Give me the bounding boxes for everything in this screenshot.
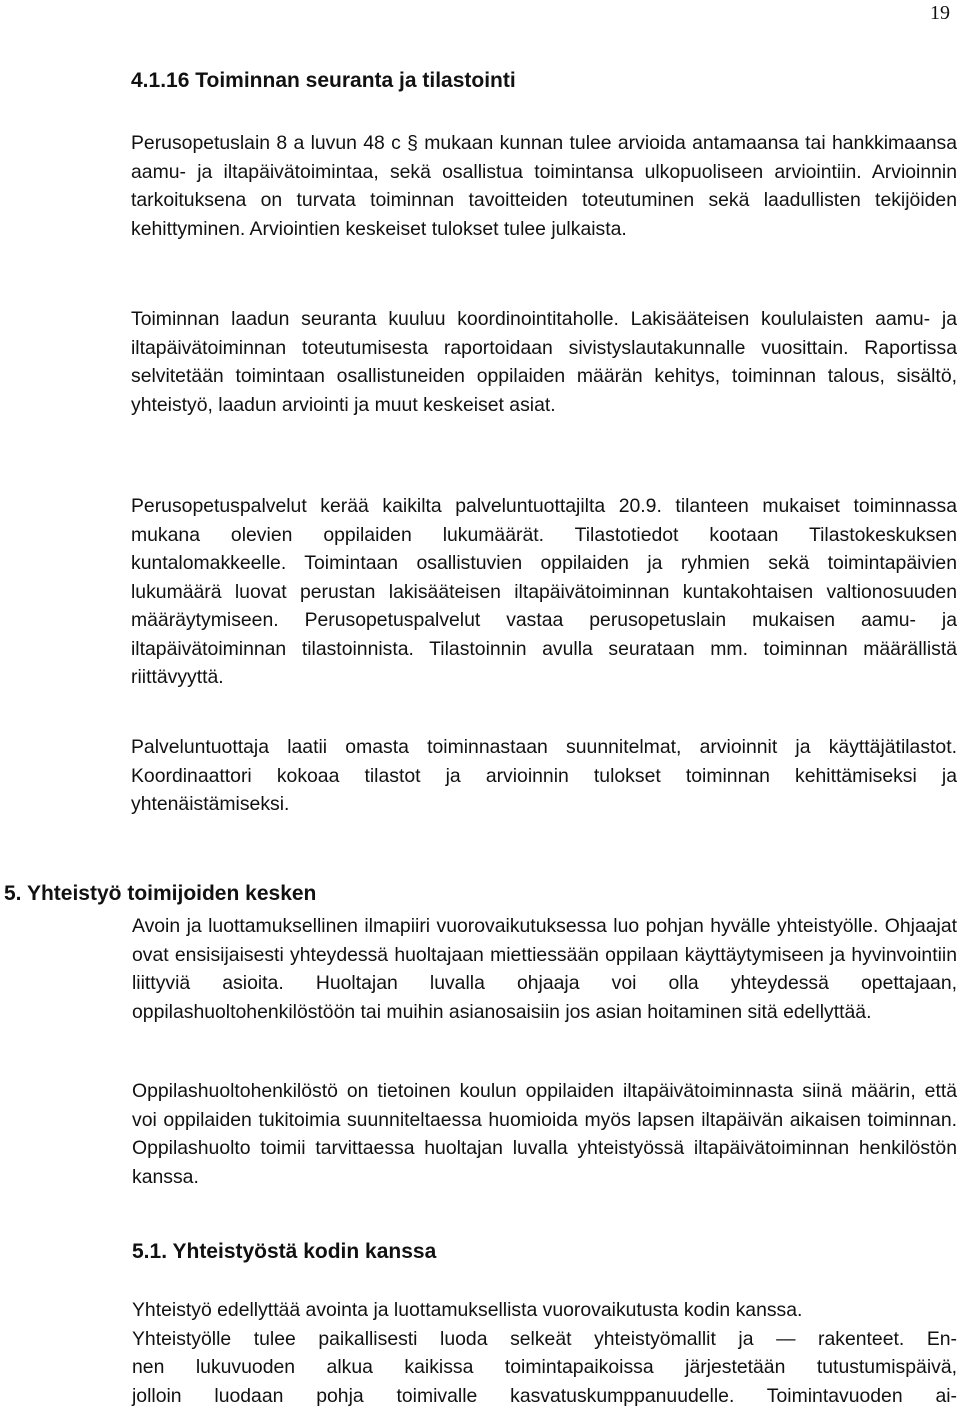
section-heading-5: 5. Yhteistyö toimijoiden kesken [4, 882, 317, 905]
paragraph-arviointi: Perusopetuslain 8 a luvun 48 c § mukaan kunnan tulee arvioida antamaansa tai hankkimaansa aamu- ja iltapäivätoimintaa, sekä osallistua toimintansa ulkopuoliseen arviointiin. Arvioinnin tarkoituksena on turvata toiminnan tavoitteiden toteutuminen sekä laadullisten tekijöiden kehittyminen. Arviointien keskeiset tulokset tulee julkaista. [131, 132, 957, 240]
paragraph-kodin-yhteistyo [132, 1296, 957, 1410]
section-heading-5-1: 5.1. Yhteistyöstä kodin kanssa [132, 1240, 437, 1263]
paragraph-line: jolloin luodaan pohja toimivalle kasvatuskumppanuudelle. Toimintavuoden ai- [132, 1384, 957, 1407]
paragraph-line: Yhteistyölle tulee paikallisesti luoda selkeät yhteistyömallit ja — rakenteet. En- [132, 1327, 957, 1350]
paragraph-laadun-seuranta: Toiminnan laadun seuranta kuuluu koordinointitaholle. Lakisääteisen koululaisten aamu- ja iltapäivätoiminnan toteutumisesta raportoidaan sivistyslautakunnalle vuosittain. Raportissa selvitetään toimintaan osallistuneiden oppilaiden määrän kehitys, toiminnan talous, sisältö, yhteistyö, laadun arviointi ja muut keskeiset asiat. [131, 308, 957, 416]
page-number: 19 [930, 2, 950, 24]
section-heading-4-1-16: 4.1.16 Toiminnan seuranta ja tilastointi [131, 69, 516, 92]
paragraph-line: Yhteistyö edellyttää avointa ja luottamuksellista vuorovaikutusta kodin kanssa. [132, 1299, 803, 1321]
paragraph-palveluntuottaja: Palveluntuottaja laatii omasta toiminnastaan suunnitelmat, arvioinnit ja käyttäjätilastot. Koordinaattori kokoaa tilastot ja arvioinnin tulokset toiminnan kehittämiseksi ja yhtenäistämiseksi. [131, 736, 957, 815]
paragraph-oppilashuolto: Oppilashuoltohenkilöstö on tietoinen koulun oppilaiden iltapäivätoiminnasta siinä määrin, että voi oppilaiden tukitoimia suunniteltaessa huomioida myös lapsen iltapäivän aikaisen toiminnan. Oppilashuolto toimii tarvittaessa huoltajan luvalla yhteistyössä iltapäivätoiminnan henkilöstön kanssa. [132, 1080, 957, 1188]
paragraph-tilastointi: Perusopetuspalvelut kerää kaikilta palveluntuottajilta 20.9. tilanteen mukaiset toiminnassa mukana olevien oppilaiden lukumäärät. Tilastotiedot kootaan Tilastokeskuksen kuntalomakkeelle. Toimintaan osallistuvien oppilaiden ja ryhmien sekä toimintapäivien lukumäärä luovat perustan lakisääteisen iltapäivätoiminnan kuntakohtaisen valtionosuuden määräytymiseen. Perusopetuspalvelut vastaa perusopetuslain mukaisen aamu- ja iltapäivätoiminnan tilastoinnista. Tilastoinnin avulla seurataan mm. toiminnan määrällistä riittävyyttä. [131, 495, 957, 688]
paragraph-line: nen lukuvuoden alkua kaikissa toimintapaikoissa järjestetään tutustumispäivä, [132, 1356, 957, 1378]
paragraph-yhteistyo-ilmapiiri: Avoin ja luottamuksellinen ilmapiiri vuorovaikutuksessa luo pohjan hyvälle yhteistyölle. Ohjaajat ovat ensisijaisesti yhteydessä huoltajaan miettiessään oppilaan käyttäytymiseen ja hyvinvointiin liittyviä asioita. Huoltajan luvalla ohjaaja voi olla yhteydessä opettajaan, oppilashuoltohenkilöstöön tai muihin asianosaisiin jos asian hoitaminen sitä edellyttää. [132, 915, 957, 1023]
